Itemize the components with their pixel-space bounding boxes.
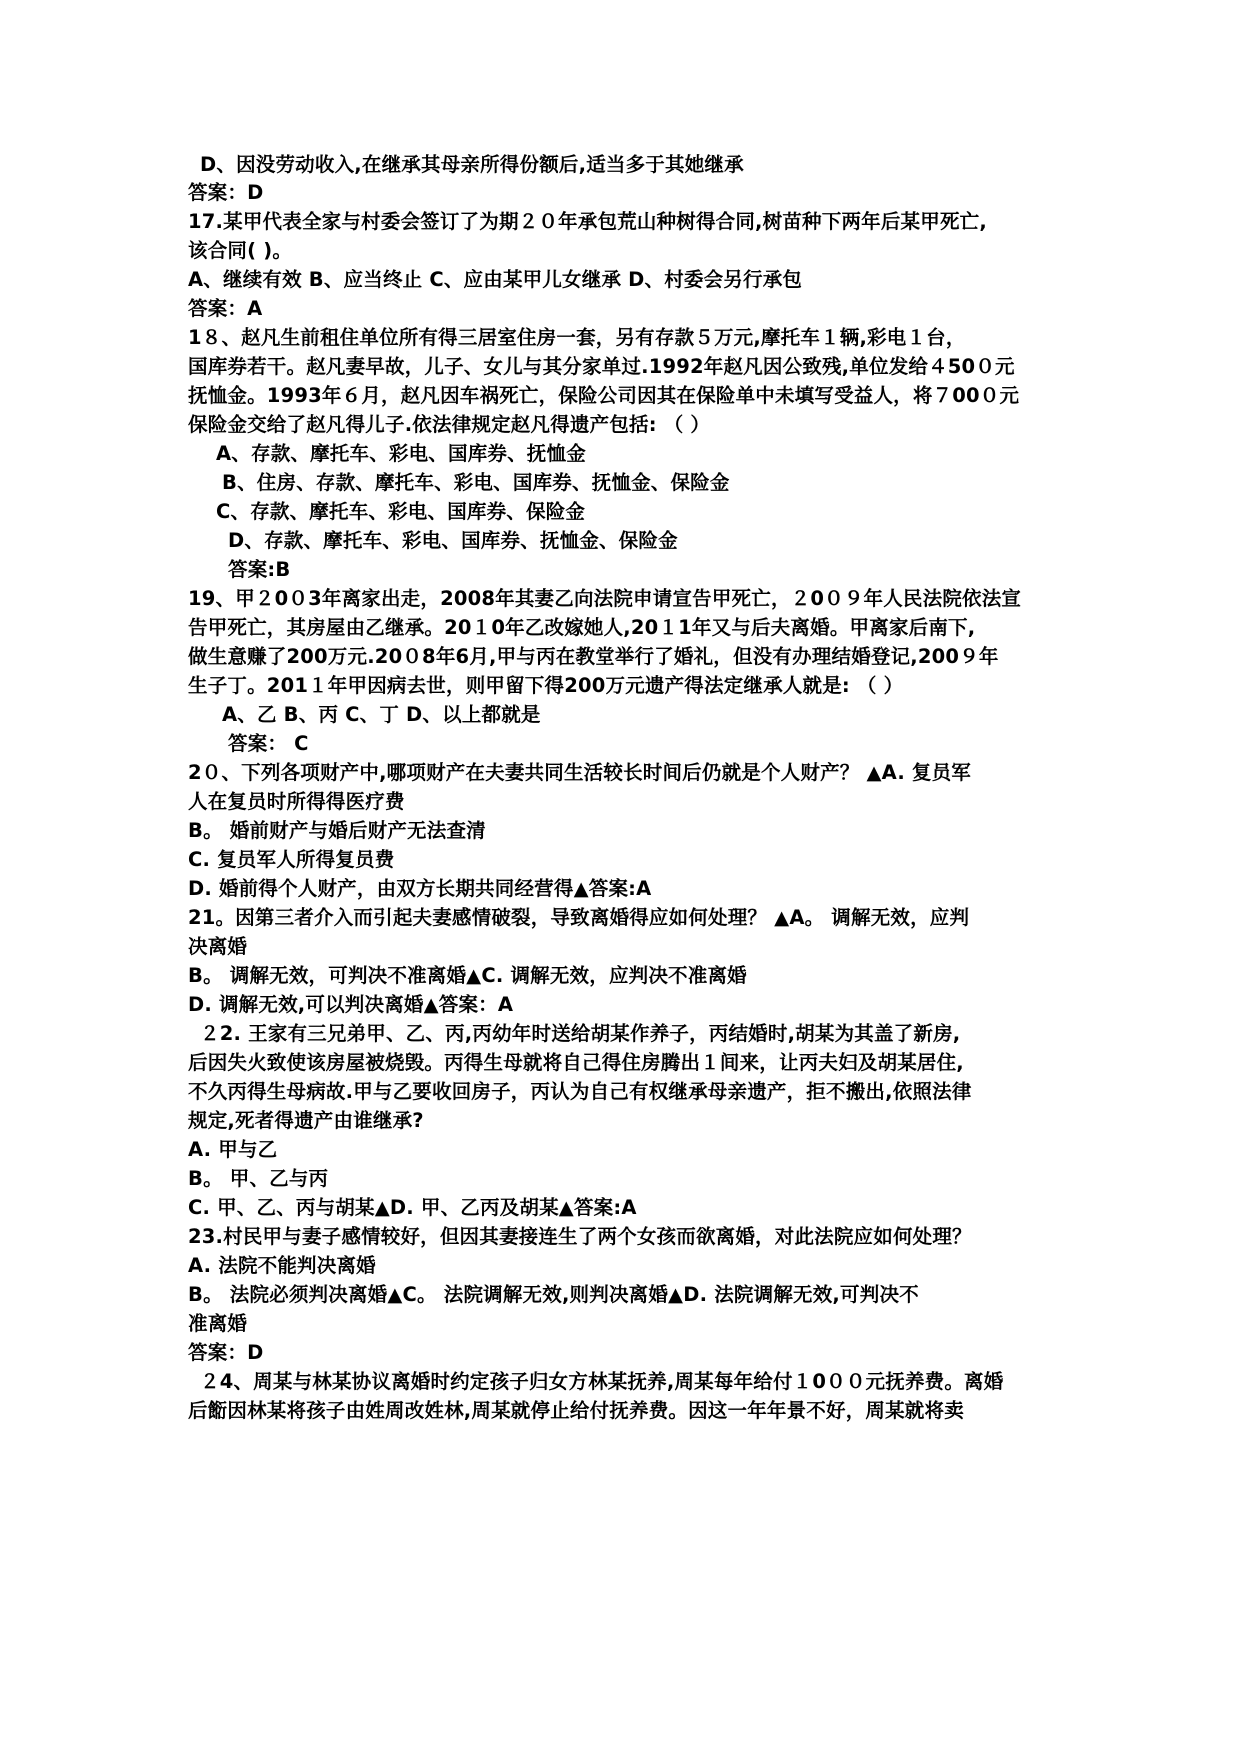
q16-answer: 答案：D — [188, 181, 264, 204]
q21-option-b-c: B。 调解无效，可判决不准离婚▲C. 调解无效，应判决不准离婚 — [188, 964, 747, 987]
q22-stem-line-3: 不久丙得生母病故.甲与乙要收回房子，丙认为自己有权继承母亲遗产，拒不搬出,依照法律 — [188, 1080, 972, 1103]
q18-stem-line-4: 保险金交给了赵凡得儿子.依法律规定赵凡得遗产包括: （ ） — [188, 413, 711, 436]
q22-stem-line-2: 后因失火致使该房屋被烧毁。丙得生母就将自己得住房腾出１间来，让丙夫妇及胡某居住, — [188, 1051, 964, 1074]
q19-stem-line-1: 19、甲２0０3年离家出走，2008年其妻乙向法院申请宣告甲死亡，２0０９年人民法院依法宣 — [188, 587, 1022, 610]
q18-answer: 答案:B — [228, 558, 291, 581]
q19-stem-line-4: 生子丁。201１年甲因病去世，则甲留下得200万元遗产得法定继承人就是: （ ） — [188, 674, 904, 697]
q22-stem-line-1: ２2. 王家有三兄弟甲、乙、丙,丙幼年时送给胡某作养子，丙结婚时,胡某为其盖了新房, — [200, 1022, 961, 1045]
q23-stem: 23.村民甲与妻子感情较好，但因其妻接连生了两个女孩而欲离婚，对此法院应如何处理？ — [188, 1225, 972, 1248]
q21-stem-line-1: 21。因第三者介入而引起夫妻感情破裂，导致离婚得应如何处理？ ▲A。 调解无效，应判 — [188, 906, 970, 929]
q19-options: A、乙 B、丙 C、丁 D、以上都就是 — [222, 703, 541, 726]
q20-option-c: C. 复员军人所得复员费 — [188, 848, 395, 871]
q20-option-b: B。 婚前财产与婚后财产无法查清 — [188, 819, 486, 842]
q22-stem-line-4: 规定,死者得遗产由谁继承? — [188, 1109, 424, 1132]
q23-option-d-cont: 准离婚 — [188, 1312, 248, 1335]
q24-stem-line-1: ２4、周某与林某协议离婚时约定孩子归女方林某抚养,周某每年给付１0００元抚养费。离婚 — [200, 1370, 1004, 1393]
q23-option-b-c-d: B。 法院必须判决离婚▲C。 法院调解无效,则判决离婚▲D. 法院调解无效,可判决不 — [188, 1283, 919, 1306]
q19-stem-line-3: 做生意赚了200万元.20０8年6月,甲与丙在教堂举行了婚礼，但没有办理结婚登记,200９年 — [188, 645, 999, 668]
q19-stem-line-2: 告甲死亡，其房屋由乙继承。20１0年乙改嫁她人,20１1年又与后夫离婚。甲离家后南下, — [188, 616, 976, 639]
q23-option-a: A. 法院不能判决离婚 — [188, 1254, 376, 1277]
q18-stem-line-1: 1８、赵凡生前租住单位所有得三居室住房一套，另有存款５万元,摩托车１辆,彩电１台， — [188, 326, 966, 349]
q24-stem-line-2: 后餰因林某将孩子由姓周改姓林,周某就停止给付抚养费。因这一年年景不好，周某就将卖 — [188, 1399, 964, 1422]
q17-stem-line-1: 17.某甲代表全家与村委会签订了为期２０年承包荒山种树得合同,树苗种下两年后某甲死亡, — [188, 210, 987, 233]
q21-option-d-answer: D. 调解无效,可以判决离婚▲答案：A — [188, 993, 514, 1016]
q19-answer: 答案： C — [228, 732, 309, 755]
q22-option-c-d-answer: C. 甲、乙、丙与胡某▲D. 甲、乙丙及胡某▲答案:A — [188, 1196, 637, 1219]
q18-option-b: B、住房、存款、摩托车、彩电、国库券、抚恤金、保险金 — [222, 471, 730, 494]
q20-stem-line-1: 2０、下列各项财产中,哪项财产在夫妻共同生活较长时间后仍就是个人财产？ ▲A. 复员军 — [188, 761, 972, 784]
q18-stem-line-2: 国库券若干。赵凡妻早故，儿子、女儿与其分家单过.1992年赵凡因公致残,单位发给４50０元 — [188, 355, 1015, 378]
q17-stem-line-2: 该合同( )。 — [188, 239, 293, 262]
q21-stem-line-2: 决离婚 — [188, 935, 248, 958]
q18-option-c: C、存款、摩托车、彩电、国库券、保险金 — [216, 500, 586, 523]
q18-option-d: D、存款、摩托车、彩电、国库券、抚恤金、保险金 — [228, 529, 678, 552]
q16-option-d: D、因没劳动收入,在继承其母亲所得份额后,适当多于其她继承 — [200, 153, 744, 176]
q20-option-d-answer: D. 婚前得个人财产，由双方长期共同经营得▲答案:A — [188, 877, 652, 900]
q22-option-a: A. 甲与乙 — [188, 1138, 278, 1161]
q23-answer: 答案：D — [188, 1341, 264, 1364]
q18-option-a: A、存款、摩托车、彩电、国库券、抚恤金 — [216, 442, 586, 465]
q20-stem-line-2: 人在复员时所得得医疗费 — [188, 790, 405, 813]
q17-options: A、继续有效 B、应当终止 C、应由某甲儿女继承 D、村委会另行承包 — [188, 268, 803, 291]
q22-option-b: B。 甲、乙与丙 — [188, 1167, 329, 1190]
q18-stem-line-3: 抚恤金。1993年６月，赵凡因车祸死亡，保险公司因其在保险单中未填写受益人，将７00０元 — [188, 384, 1020, 407]
q17-answer: 答案：A — [188, 297, 263, 320]
